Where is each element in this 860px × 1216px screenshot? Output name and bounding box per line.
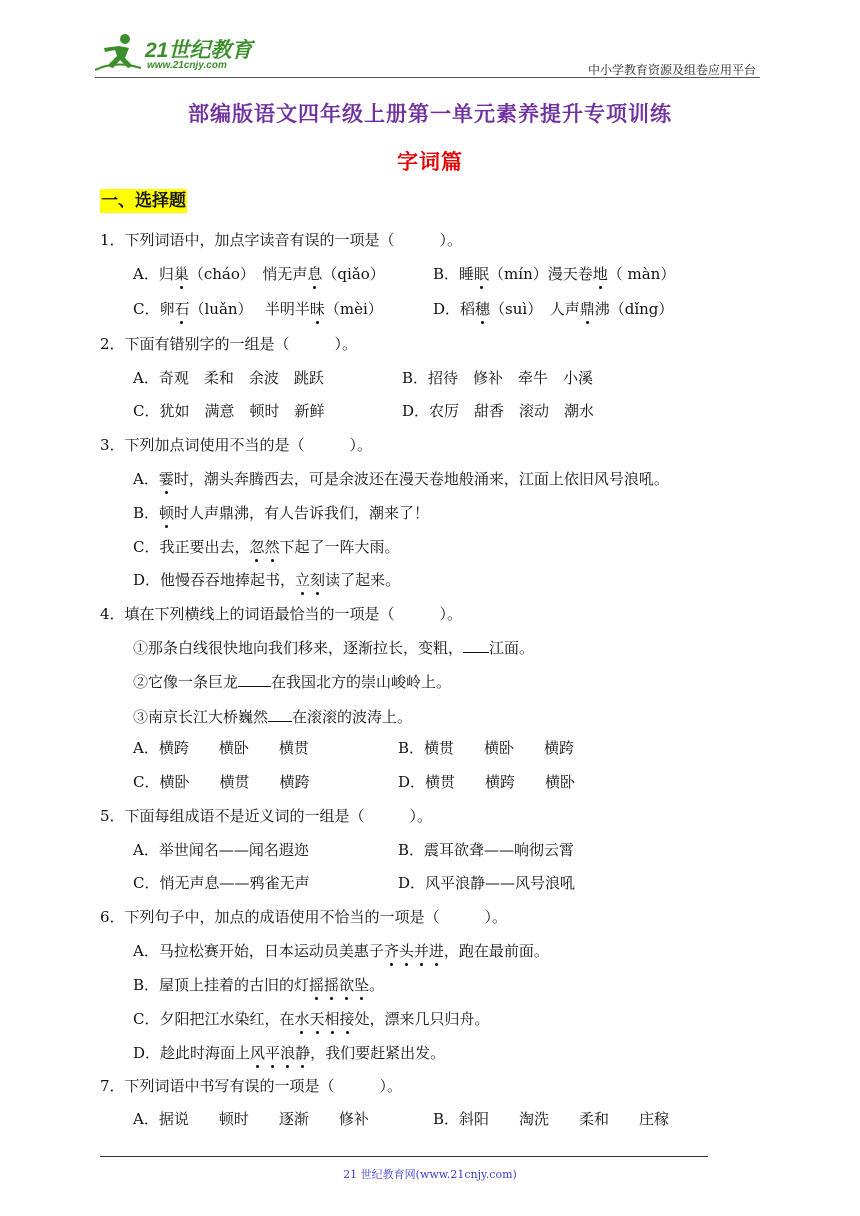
page-subtitle: 字词篇 bbox=[397, 149, 463, 174]
footer-link[interactable]: 21 世纪教育网(www.21cnjy.com) bbox=[343, 1168, 517, 1181]
fill-blank[interactable] bbox=[268, 706, 292, 722]
question-5-stem: 5．下面每组成语不是近义词的一组是（ ）。 bbox=[100, 807, 433, 825]
logo-text: 21世纪教育 bbox=[145, 39, 253, 62]
question-3-option-b: B．顿时人声鼎沸，有人告诉我们，潮来了！ bbox=[133, 504, 430, 522]
question-4-sentence-1: ①那条白线很快地向我们移来，逐渐拉长，变粗， 江面。 bbox=[133, 639, 535, 657]
logo-url: www.21cnjy.com bbox=[147, 60, 227, 71]
header-divider bbox=[95, 77, 760, 78]
question-5-option-d: D．风平浪静——风号浪吼 bbox=[398, 874, 576, 892]
question-4-option-b: B．横贯 横卧 横跨 bbox=[398, 739, 575, 757]
page-title: 部编版语文四年级上册第一单元素养提升专项训练 bbox=[188, 101, 672, 126]
section-heading: 一、选择题 bbox=[101, 191, 186, 211]
question-7-option-a: A．据说 顿时 逐渐 修补 bbox=[133, 1110, 369, 1128]
question-4-sentence-3: ③南京长江大桥巍然 在滚滚的波涛上。 bbox=[133, 708, 413, 726]
question-7-stem: 7．下列词语中书写有误的一项是（ ）。 bbox=[100, 1077, 403, 1095]
question-3-option-a: A．霎时，潮头奔腾西去，可是余波还在漫天卷地般涌来，江面上依旧风号浪吼。 bbox=[133, 470, 669, 488]
question-6-option-b: B．屋顶上挂着的古旧的灯摇摇欲坠。 bbox=[133, 976, 385, 994]
question-6-option-c: C．夕阳把江水染红，在水天相接处，漂来几只归舟。 bbox=[133, 1010, 490, 1028]
question-3-stem: 3．下列加点词使用不当的是（ ）。 bbox=[100, 436, 373, 454]
question-1-option-d: D．稻穗（suì） 人声鼎沸（dǐng） bbox=[433, 300, 674, 318]
header-platform-text: 中小学教育资源及组卷应用平台 bbox=[587, 63, 756, 77]
question-5-option-c: C．悄无声息——鸦雀无声 bbox=[133, 874, 310, 892]
question-1-option-c: C．卵石（luǎn） 半明半昧（mèi） bbox=[133, 300, 383, 318]
question-1-option-b: B．睡眠（mín）漫天卷地（ màn） bbox=[433, 265, 676, 283]
runner-logo-icon bbox=[95, 32, 143, 72]
question-4-sentence-2: ②它像一条巨龙 在我国北方的崇山峻岭上。 bbox=[133, 673, 452, 691]
question-2-option-b: B．招待 修补 牵牛 小溪 bbox=[402, 369, 594, 387]
question-4-option-d: D．横贯 横跨 横卧 bbox=[398, 773, 576, 791]
question-3-option-c: C．我正要出去，忽然下起了一阵大雨。 bbox=[133, 538, 400, 556]
question-2-option-a: A．奇观 柔和 余波 跳跃 bbox=[133, 369, 324, 387]
question-5-option-a: A．举世闻名——闻名遐迩 bbox=[133, 841, 309, 859]
question-5-option-b: B．震耳欲聋——响彻云霄 bbox=[398, 841, 575, 859]
question-1-option-a: A．归巢（cháo） 悄无声息（qiǎo） bbox=[133, 265, 385, 283]
question-6-option-a: A．马拉松赛开始，日本运动员美惠子齐头并进，跑在最前面。 bbox=[133, 942, 549, 960]
question-2-stem: 2．下面有错别字的一组是（ ）。 bbox=[100, 335, 358, 353]
footer-divider bbox=[100, 1156, 708, 1157]
question-7-option-b: B．斜阳 淘洗 柔和 庄稼 bbox=[433, 1110, 670, 1128]
question-3-option-d: D．他慢吞吞地捧起书，立刻读了起来。 bbox=[133, 571, 401, 589]
question-1-stem: 1．下列词语中，加点字读音有误的一项是（ ）。 bbox=[100, 231, 463, 249]
question-4-option-a: A．横跨 横卧 横贯 bbox=[133, 739, 309, 757]
question-2-option-d: D．农厉 甜香 滚动 潮水 bbox=[402, 402, 595, 420]
question-2-option-c: C．犹如 满意 顿时 新鲜 bbox=[133, 402, 325, 420]
question-4-stem: 4．填在下列横线上的词语最恰当的一项是（ ）。 bbox=[100, 605, 463, 623]
fill-blank[interactable] bbox=[238, 671, 271, 687]
question-6-option-d: D．趁此时海面上风平浪静，我们要赶紧出发。 bbox=[133, 1044, 446, 1062]
logo bbox=[95, 32, 265, 76]
question-4-option-c: C．横卧 横贯 横跨 bbox=[133, 773, 310, 791]
page-header bbox=[95, 28, 760, 78]
question-6-stem: 6．下列句子中，加点的成语使用不恰当的一项是（ ）。 bbox=[100, 908, 508, 926]
fill-blank[interactable] bbox=[463, 637, 489, 653]
